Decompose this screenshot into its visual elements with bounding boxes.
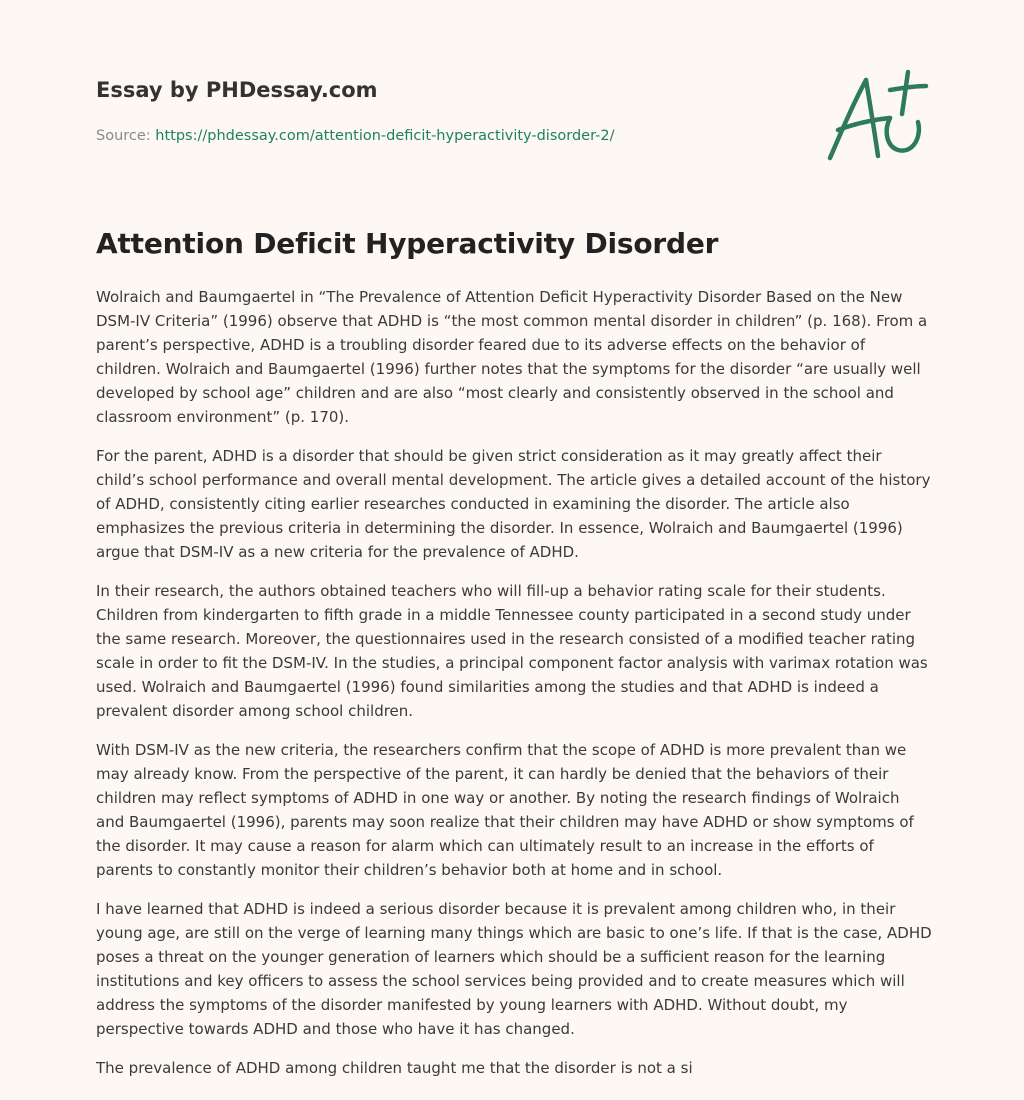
paragraph: For the parent, ADHD is a disorder that should be given strict consideration as it may greatly affect their child’s school performance and overall mental development. The article gives a detailed account of the history of ADHD, consistently citing earlier researches conducted in examining the disorder. The article also emphasizes the previous criteria in determining the disorder. In essence, Wolraich and Baumgaertel (1996) argue that DSM-IV as a new criteria for the prevalence of ADHD. — [96, 447, 931, 561]
paragraph: Wolraich and Baumgaertel in “The Prevalence of Attention Deficit Hyperactivity Disorder Based on the New DSM-IV Criteria” (1996) observe that ADHD is “the most common mental disorder in children” (p. 168). From a parent’s perspective, ADHD is a troubling disorder feared due to its adverse effects on the behavior of children. Wolraich and Baumgaertel (1996) further notes that the symptoms for the disorder “are usually well developed by school age” children and are also “most clearly and consistently observed in the school and classroom environment” (p. 170). — [96, 288, 928, 426]
essay-body — [96, 285, 932, 1095]
source-link[interactable]: https://phdessay.com/attention-deficit-hyperactivity-disorder-2/ — [155, 128, 615, 144]
paragraph: I have learned that ADHD is indeed a serious disorder because it is prevalent among children who, in their young age, are still on the verge of learning many things which are basic to one’s life. If that is the case, ADHD poses a threat on the younger generation of learners which should be a sufficient reason for the learning institutions and key officers to assess the school services being provided and to create measures which will address the symptoms of the disorder manifested by young learners with ADHD. Without doubt, my perspective towards ADHD and those who have it has changed. — [96, 900, 932, 1038]
site-title: Essay by PHDessay.com — [96, 78, 378, 102]
paragraph: The prevalence of ADHD among children taught me that the disorder is not a si — [96, 1059, 693, 1077]
essay-title: Attention Deficit Hyperactivity Disorder — [96, 227, 719, 260]
source-label: Source: — [96, 128, 156, 144]
header — [96, 76, 796, 146]
source-line — [96, 126, 796, 146]
paragraph: In their research, the authors obtained teachers who will fill-up a behavior rating scale for their students. Children from kindergarten to fifth grade in a middle Tennessee county participated in a second study under the same research. Moreover, the questionnaires used in the research consisted of a modified teacher rating scale in order to fit the DSM-IV. In the studies, a principal component factor analysis with varimax rotation was used. Wolraich and Baumgaertel (1996) found similarities among the studies and that ADHD is indeed a prevalent disorder among school children. — [96, 582, 928, 720]
paragraph: With DSM-IV as the new criteria, the researchers confirm that the scope of ADHD is more prevalent than we may already know. From the perspective of the parent, it can hardly be denied that the behaviors of their children may reflect symptoms of ADHD in one way or another. By noting the research findings of Wolraich and Baumgaertel (1996), parents may soon realize that their children may have ADHD or show symptoms of the disorder. It may cause a reason for alarm which can ultimately result to an increase in the efforts of parents to constantly monitor their children’s behavior both at home and in school. — [96, 741, 914, 879]
a-plus-logo-icon — [820, 64, 932, 168]
